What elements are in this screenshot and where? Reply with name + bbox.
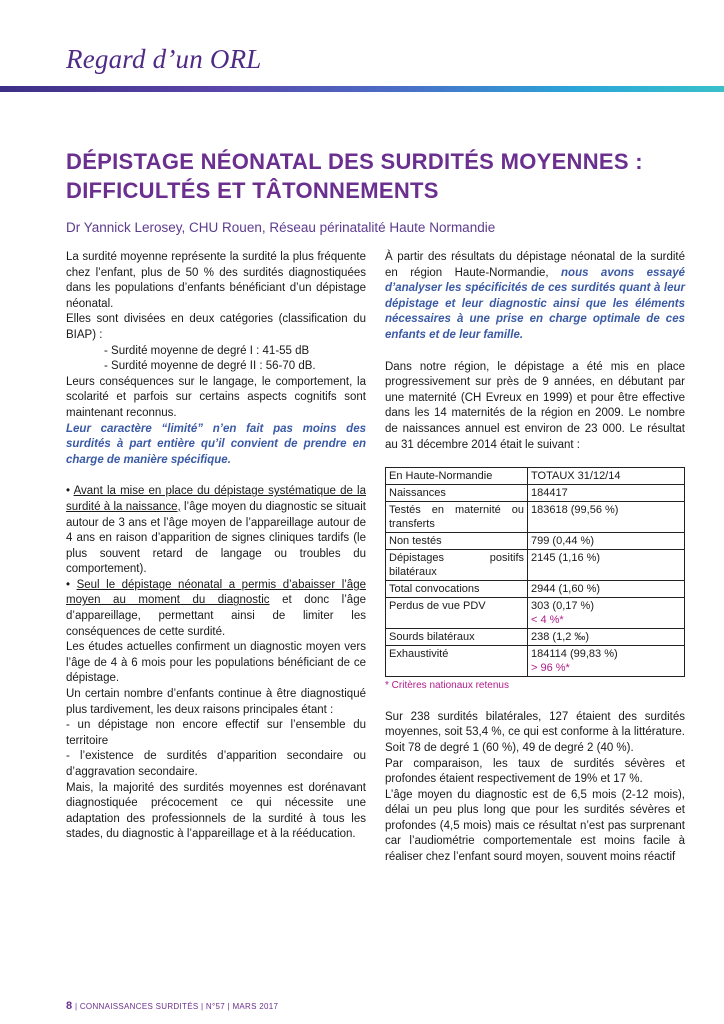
paragraph: Mais, la majorité des surdités moyennes est dorénavant diagnostiquée précocement ce qui nécessite une adaptation des professionnels de la surdité à tous les stades, du diagnostic à l’appareillage et à la rééducation. (66, 781, 366, 841)
article-authors: Dr Yannick Lerosey, CHU Rouen, Réseau périnatalité Haute Normandie (66, 220, 496, 235)
left-column (66, 250, 366, 843)
table-cell-label: Naissances (386, 485, 528, 502)
emphasis-paragraph: Leur caractère “limité” n’en fait pas moins des surdités à part entière qu’il convient de prendre en charge de manière spécifique. (66, 422, 366, 466)
spacer (66, 468, 366, 484)
table-footnote: * Critères nationaux retenus (385, 680, 509, 692)
table-row (386, 485, 685, 502)
table-row (386, 550, 685, 581)
paragraph: L’âge moyen du diagnostic est de 6,5 mois (2-12 mois), délai un peu plus long que pour les surdités sévères et profondes (4,5 mois) mais ce résultat n’est pas surprenant car l’audiométrie comportementale est moins facile à réaliser chez l’enfant sourd moyen, souvent moins réactif (385, 788, 685, 864)
table-cell-label: Exhaustivité (386, 646, 528, 677)
table-cell-value: 184417 (528, 485, 685, 502)
table-cell-label: Total convocations (386, 581, 528, 598)
footer-separator: | (201, 1002, 206, 1011)
table-row (386, 629, 685, 646)
list-item: - Surdité moyenne de degré I : 41-55 dB (104, 344, 310, 357)
table-cell-target: < 4 %* (531, 614, 564, 627)
table-cell-label: Testés en maternité ou transferts (386, 502, 528, 533)
spacer (385, 344, 685, 360)
paragraph (385, 250, 685, 344)
table-row (386, 502, 685, 533)
underlined-text: Avant la mise en place du dépistage systématique de la surdité à la naissance, (66, 485, 366, 513)
bullet: • (66, 485, 74, 498)
paragraph: Sur 238 surdités bilatérales, 127 étaient des surdités moyennes, soit 53,4 %, ce qui est conforme à la littérature. Soit 78 de degré 1 (60 %), 49 de degré 2 (40 %). (385, 710, 685, 754)
paragraph: Les études actuelles confirment un diagnostic moyen vers l’âge de 4 à 6 mois pour les populations bénéficiant de ce dépistage. (66, 641, 366, 685)
paragraph: Dans notre région, le dépistage a été mis en place progressivement sur près de 9 années, en débutant par une maternité (CH Evreux en 1999) et pour être effective dans les 14 maternités de la région en 2009. Le nombre de naissances annuel est environ de 23 000. Le résultat au 31 décembre 2014 était le suivant : (385, 360, 685, 451)
table-cell-value: 2145 (1,16 %) (528, 550, 685, 581)
bullet-paragraph (66, 578, 366, 640)
paragraph: Elles sont divisées en deux catégories (classification du BIAP) : (66, 313, 366, 341)
table-cell-label: Sourds bilatéraux (386, 629, 528, 646)
emphasis-text: nous avons essayé d’analyser les spécificités de ces surdités quant à leur dépistage et leur diagnostic ainsi que les éléments nécessaires à une prise en charge optimale de ces enfants et de leur famille. (385, 266, 685, 341)
table-cell-value: 183618 (99,56 %) (528, 502, 685, 533)
list-item: - Surdité moyenne de degré II : 56-70 dB. (104, 360, 316, 373)
table-cell-value: TOTAUX 31/12/14 (528, 468, 685, 485)
page-number: 8 (66, 1000, 73, 1012)
table-cell-label: Perdus de vue PDV (386, 598, 528, 629)
footer-separator: | (74, 1002, 80, 1011)
text: l’âge moyen du diagnostic se situait autour de 3 ans et l’âge moyen de l’appareillage autour de 4 ans en raison d’apparition de signes cliniques tardifs (le plus souvent retard de langage ou troubles du comportement). (66, 500, 366, 576)
section-title: Regard d’un ORL (66, 44, 262, 74)
table-row (386, 468, 685, 485)
table-cell-value: 184114 (99,83 %) > 96 %* (528, 646, 685, 677)
table-row (386, 581, 685, 598)
table-cell-value: 799 (0,44 %) (528, 533, 685, 550)
issue-date: MARS 2017 (232, 1002, 279, 1011)
table-cell-label: En Haute-Normandie (386, 468, 528, 485)
right-column (385, 250, 685, 866)
paragraph: - un dépistage non encore effectif sur l’ensemble du territoire (66, 719, 366, 747)
publication-name: CONNAISSANCES SURDITÉS (79, 1002, 199, 1011)
table-row (386, 598, 685, 629)
footer-separator: | (227, 1002, 233, 1011)
article-title-line1: DÉPISTAGE NÉONATAL DES SURDITÉS MOYENNES : (66, 149, 643, 174)
results-table (385, 467, 685, 677)
table-row (386, 646, 685, 677)
table-cell-target: > 96 %* (531, 662, 570, 675)
spacer (385, 694, 685, 710)
issue-number: N°57 (205, 1002, 225, 1011)
table-cell-value: 2944 (1,60 %) (528, 581, 685, 598)
bullet-paragraph (66, 484, 366, 578)
paragraph: Un certain nombre d’enfants continue à être diagnostiqué plus tardivement, les deux raisons principales étant : (66, 688, 366, 716)
header-gradient-bar (0, 86, 724, 92)
underlined-text: Seul le dépistage néonatal a permis d’abaisser l’âge moyen au moment du diagnostic (66, 578, 366, 607)
table-row (386, 533, 685, 550)
paragraph: Par comparaison, les taux de surdités sévères et profondes étaient respectivement de 19% et 17 %. (385, 757, 685, 786)
text: À partir des résultats du dépistage néonatal de la surdité en région Haute-Normandie, (385, 251, 685, 279)
table-cell-label: Non testés (386, 533, 528, 550)
table-cell-value: 303 (0,17 %) < 4 %* (528, 598, 685, 629)
bullet: • (66, 578, 77, 591)
paragraph: Leurs conséquences sur le langage, le comportement, la scolarité et parfois sur certains aspects cognitifs sont maintenant reconnus. (66, 375, 366, 419)
page-footer (66, 1000, 278, 1012)
paragraph: - l’existence de surdités d’apparition secondaire ou d’aggravation secondaire. (66, 750, 366, 778)
paragraph: La surdité moyenne représente la surdité la plus fréquente chez l’enfant, plus de 50 % des surdités diagnostiquées dans les populations d’enfants bénéficiant d’un dépistage néonatal. (66, 251, 366, 310)
article-title-line2: DIFFICULTÉS ET TÂTONNEMENTS (66, 178, 439, 203)
text: et donc l’âge d’appareillage, permettant ainsi de limiter les conséquences de cette surdité. (66, 594, 366, 638)
article-title (66, 147, 666, 205)
table-cell-value: 238 (1,2 ‰) (528, 629, 685, 646)
table-cell-label: Dépistages positifs bilatéraux (386, 550, 528, 581)
